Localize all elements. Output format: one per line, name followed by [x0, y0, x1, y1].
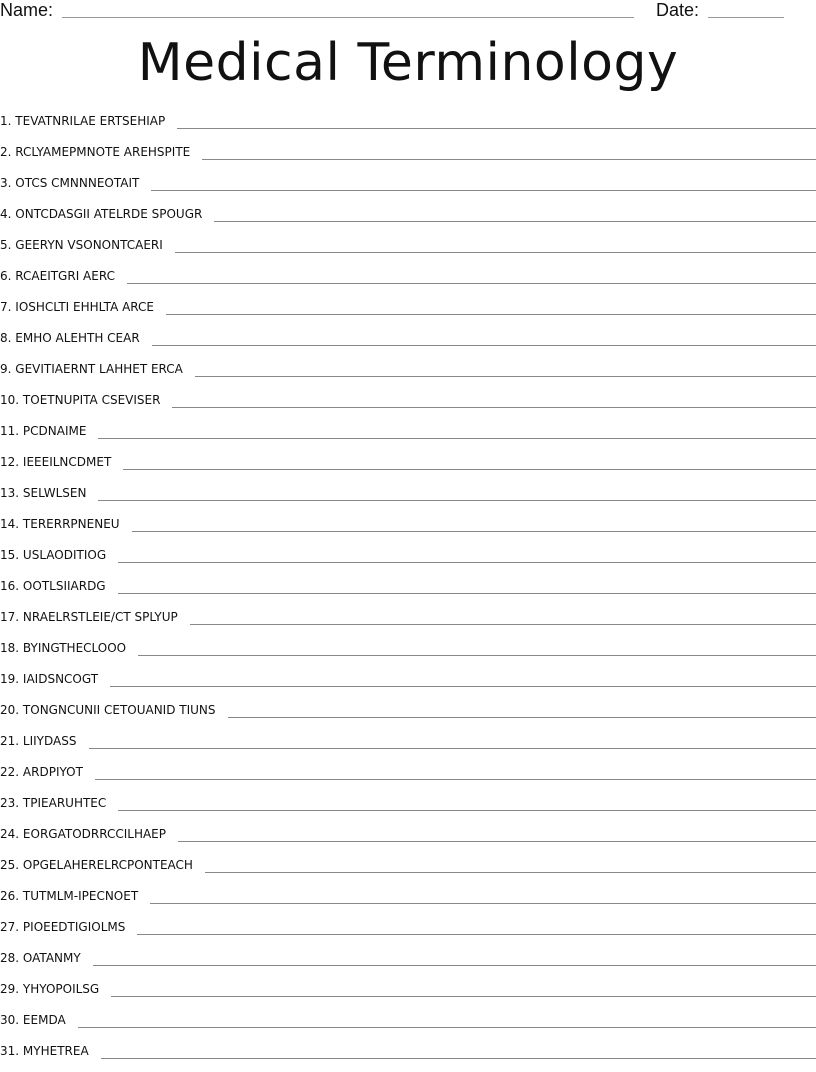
- item-number: 15.: [0, 545, 19, 565]
- name-blank-line[interactable]: [62, 17, 634, 18]
- answer-line[interactable]: [89, 748, 816, 749]
- list-item: [0, 111, 816, 142]
- list-item: [0, 607, 816, 638]
- scrambled-word: EORGATODRRCCILHAEP: [23, 824, 166, 844]
- scrambled-word: TERERRPNENEU: [23, 514, 120, 534]
- answer-line[interactable]: [172, 407, 816, 408]
- item-number: 30.: [0, 1010, 19, 1030]
- scrambled-word: ONTCDASGII ATELRDE SPOUGR: [15, 204, 202, 224]
- scrambled-word: GEERYN VSONONTCAERI: [15, 235, 163, 255]
- item-number: 18.: [0, 638, 19, 658]
- answer-line[interactable]: [137, 934, 816, 935]
- list-item: [0, 1041, 816, 1072]
- scrambled-word: LIIYDASS: [23, 731, 77, 751]
- item-number: 1.: [0, 111, 11, 131]
- answer-line[interactable]: [118, 593, 816, 594]
- item-number: 29.: [0, 979, 19, 999]
- list-item: [0, 979, 816, 1010]
- list-item: [0, 1010, 816, 1041]
- item-number: 11.: [0, 421, 19, 441]
- list-item: [0, 142, 816, 173]
- answer-line[interactable]: [150, 903, 816, 904]
- list-item: [0, 731, 816, 762]
- answer-line[interactable]: [111, 996, 816, 997]
- answer-line[interactable]: [118, 562, 816, 563]
- item-number: 14.: [0, 514, 19, 534]
- scrambled-word: PCDNAIME: [23, 421, 87, 441]
- scrambled-word: ARDPIYOT: [23, 762, 83, 782]
- answer-line[interactable]: [166, 314, 816, 315]
- list-item: [0, 173, 816, 204]
- list-item: [0, 886, 816, 917]
- scrambled-word: TEVATNRILAE ERTSEHIAP: [15, 111, 165, 131]
- list-item: [0, 824, 816, 855]
- item-number: 12.: [0, 452, 19, 472]
- list-item: [0, 855, 816, 886]
- item-number: 28.: [0, 948, 19, 968]
- answer-line[interactable]: [152, 345, 816, 346]
- list-item: [0, 638, 816, 669]
- list-item: [0, 669, 816, 700]
- item-number: 20.: [0, 700, 19, 720]
- item-number: 7.: [0, 297, 11, 317]
- answer-line[interactable]: [138, 655, 816, 656]
- item-number: 3.: [0, 173, 11, 193]
- item-number: 21.: [0, 731, 19, 751]
- answer-line[interactable]: [228, 717, 816, 718]
- list-item: [0, 483, 816, 514]
- scrambled-word: OTCS CMNNNEOTAIT: [15, 173, 139, 193]
- answer-line[interactable]: [178, 841, 816, 842]
- answer-line[interactable]: [190, 624, 816, 625]
- list-item: [0, 452, 816, 483]
- list-item: [0, 762, 816, 793]
- list-item: [0, 793, 816, 824]
- item-number: 23.: [0, 793, 19, 813]
- worksheet-header: [0, 0, 816, 26]
- item-number: 22.: [0, 762, 19, 782]
- item-number: 17.: [0, 607, 19, 627]
- answer-line[interactable]: [177, 128, 816, 129]
- scrambled-word: BYINGTHECLOOO: [23, 638, 126, 658]
- scrambled-word: OOTLSIIARDG: [23, 576, 106, 596]
- scrambled-word: TONGNCUNII CETOUANID TIUNS: [23, 700, 216, 720]
- answer-line[interactable]: [123, 469, 816, 470]
- scrambled-word: IAIDSNCOGT: [23, 669, 98, 689]
- date-blank-line[interactable]: [708, 17, 784, 18]
- scrambled-word: EEMDA: [23, 1010, 66, 1030]
- scrambled-word: RCLYAMEPMNOTE AREHSPITE: [15, 142, 190, 162]
- answer-line[interactable]: [93, 965, 816, 966]
- list-item: [0, 359, 816, 390]
- answer-line[interactable]: [118, 810, 816, 811]
- answer-line[interactable]: [132, 531, 816, 532]
- scrambled-word: EMHO ALEHTH CEAR: [15, 328, 139, 348]
- answer-line[interactable]: [101, 1058, 816, 1059]
- name-label: Name:: [0, 0, 53, 20]
- list-item: [0, 576, 816, 607]
- answer-line[interactable]: [98, 500, 816, 501]
- item-number: 25.: [0, 855, 19, 875]
- item-number: 31.: [0, 1041, 19, 1061]
- answer-line[interactable]: [78, 1027, 816, 1028]
- list-item: [0, 700, 816, 731]
- item-number: 10.: [0, 390, 19, 410]
- list-item: [0, 917, 816, 948]
- scrambled-word: TUTMLM-IPECNOET: [23, 886, 138, 906]
- answer-line[interactable]: [195, 376, 816, 377]
- scramble-list: [0, 111, 816, 1072]
- answer-line[interactable]: [127, 283, 816, 284]
- scrambled-word: GEVITIAERNT LAHHET ERCA: [15, 359, 183, 379]
- page-title: Medical Terminology: [0, 30, 816, 96]
- list-item: [0, 328, 816, 359]
- item-number: 27.: [0, 917, 19, 937]
- scrambled-word: IOSHCLTI EHHLTA ARCE: [15, 297, 154, 317]
- scrambled-word: IEEEILNCDMET: [23, 452, 111, 472]
- scrambled-word: USLAODITIOG: [23, 545, 106, 565]
- scrambled-word: OPGELAHERELRCPONTEACH: [23, 855, 193, 875]
- list-item: [0, 390, 816, 421]
- answer-line[interactable]: [110, 686, 816, 687]
- answer-line[interactable]: [205, 872, 816, 873]
- item-number: 8.: [0, 328, 11, 348]
- answer-line[interactable]: [202, 159, 816, 160]
- item-number: 19.: [0, 669, 19, 689]
- scrambled-word: SELWLSEN: [23, 483, 87, 503]
- item-number: 24.: [0, 824, 19, 844]
- scrambled-word: NRAELRSTLEIE/CT SPLYUP: [23, 607, 178, 627]
- item-number: 9.: [0, 359, 11, 379]
- answer-line[interactable]: [95, 779, 816, 780]
- scrambled-word: TPIEARUHTEC: [23, 793, 106, 813]
- item-number: 13.: [0, 483, 19, 503]
- item-number: 5.: [0, 235, 11, 255]
- scrambled-word: OATANMY: [23, 948, 81, 968]
- answer-line[interactable]: [151, 190, 816, 191]
- answer-line[interactable]: [214, 221, 816, 222]
- list-item: [0, 545, 816, 576]
- list-item: [0, 948, 816, 979]
- item-number: 16.: [0, 576, 19, 596]
- scrambled-word: TOETNUPITA CSEVISER: [23, 390, 161, 410]
- scrambled-word: YHYOPOILSG: [23, 979, 99, 999]
- list-item: [0, 421, 816, 452]
- scrambled-word: RCAEITGRI AERC: [15, 266, 115, 286]
- date-label: Date:: [656, 0, 699, 20]
- item-number: 4.: [0, 204, 11, 224]
- list-item: [0, 514, 816, 545]
- item-number: 6.: [0, 266, 11, 286]
- list-item: [0, 266, 816, 297]
- item-number: 2.: [0, 142, 11, 162]
- scrambled-word: PIOEEDTIGIOLMS: [23, 917, 125, 937]
- item-number: 26.: [0, 886, 19, 906]
- answer-line[interactable]: [175, 252, 816, 253]
- list-item: [0, 235, 816, 266]
- scrambled-word: MYHETREA: [23, 1041, 89, 1061]
- answer-line[interactable]: [98, 438, 816, 439]
- list-item: [0, 204, 816, 235]
- list-item: [0, 297, 816, 328]
